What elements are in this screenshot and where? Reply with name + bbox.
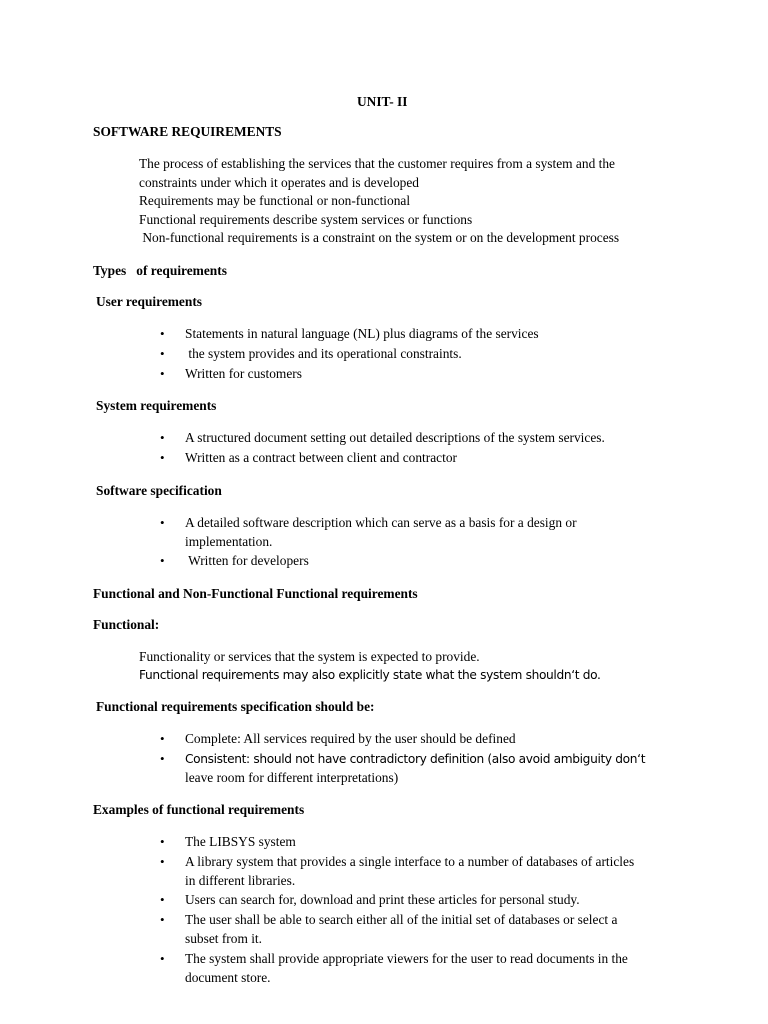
bullet-glyph: • — [160, 834, 165, 849]
list-item: A library system that provides a single interface to a number of databases of articles — [185, 854, 635, 869]
list-item-continuation: in different libraries. — [185, 873, 296, 888]
list-item: Users can search for, download and print these articles for personal study. — [185, 892, 580, 907]
bullet-glyph: • — [160, 854, 165, 869]
intro-line: Requirements may be functional or non-functional — [139, 193, 411, 208]
bullet-glyph: • — [160, 892, 165, 907]
list-item-part: (also avoid ambiguity don‘t — [483, 752, 646, 766]
bullet-glyph: • — [160, 450, 165, 465]
bullet-glyph: • — [160, 346, 165, 361]
list-item-continuation: document store. — [185, 970, 271, 985]
list-item-part: Consistent: should not have contradictory definition — [185, 752, 484, 766]
bullet-glyph: • — [160, 553, 165, 568]
spec-should-be-heading: Functional requirements specification should be: — [96, 699, 375, 714]
software-specification-heading: Software specification — [96, 483, 222, 498]
intro-line: constraints under which it operates and is developed — [139, 175, 420, 190]
bullet-glyph: • — [160, 515, 165, 530]
intro-line: The process of establishing the services that the customer requires from a system and the — [139, 156, 615, 171]
functional-line: Functional requirements may also explicitly state what the system shouldn‘t do. — [139, 668, 601, 682]
types-heading: Types of requirements — [93, 263, 227, 278]
list-item: Written for customers — [185, 366, 302, 381]
functional-heading: Functional: — [93, 617, 160, 632]
bullet-glyph: • — [160, 731, 165, 746]
intro-line: Functional requirements describe system services or functions — [139, 212, 473, 227]
user-requirements-heading: User requirements — [96, 294, 202, 309]
list-item-continuation: leave room for different interpretations) — [185, 770, 399, 785]
list-item: Complete: All services required by the user should be defined — [185, 731, 516, 746]
bullet-glyph: • — [160, 326, 165, 341]
bullet-glyph: • — [160, 912, 165, 927]
system-requirements-heading: System requirements — [96, 398, 217, 413]
list-item: the system provides and its operational constraints. — [185, 346, 462, 361]
functional-line: Functionality or services that the system is expected to provide. — [139, 649, 480, 664]
section-title: SOFTWARE REQUIREMENTS — [93, 124, 282, 139]
bullet-glyph: • — [160, 366, 165, 381]
bullet-glyph: • — [160, 430, 165, 445]
intro-line: Non-functional requirements is a constraint on the system or on the development process — [139, 230, 620, 245]
list-item: Statements in natural language (NL) plus diagrams of the services — [185, 326, 539, 341]
list-item: A structured document setting out detailed descriptions of the system services. — [185, 430, 605, 445]
bullet-glyph: • — [160, 951, 165, 966]
list-item — [185, 752, 645, 765]
list-item: The LIBSYS system — [185, 834, 296, 849]
list-item: Written as a contract between client and contractor — [185, 450, 457, 465]
list-item: The system shall provide appropriate viewers for the user to read documents in the — [185, 951, 628, 966]
examples-heading: Examples of functional requirements — [93, 802, 305, 817]
list-item-continuation: implementation. — [185, 534, 273, 549]
list-item: Written for developers — [185, 553, 309, 568]
functional-nonfunctional-heading: Functional and Non-Functional Functional requirements — [93, 586, 418, 601]
list-item: The user shall be able to search either all of the initial set of databases or select a — [185, 912, 618, 927]
bullet-glyph: • — [160, 751, 165, 766]
list-item-continuation: subset from it. — [185, 931, 262, 946]
list-item: A detailed software description which can serve as a basis for a design or — [185, 515, 577, 530]
unit-title: UNIT- II — [357, 94, 408, 109]
